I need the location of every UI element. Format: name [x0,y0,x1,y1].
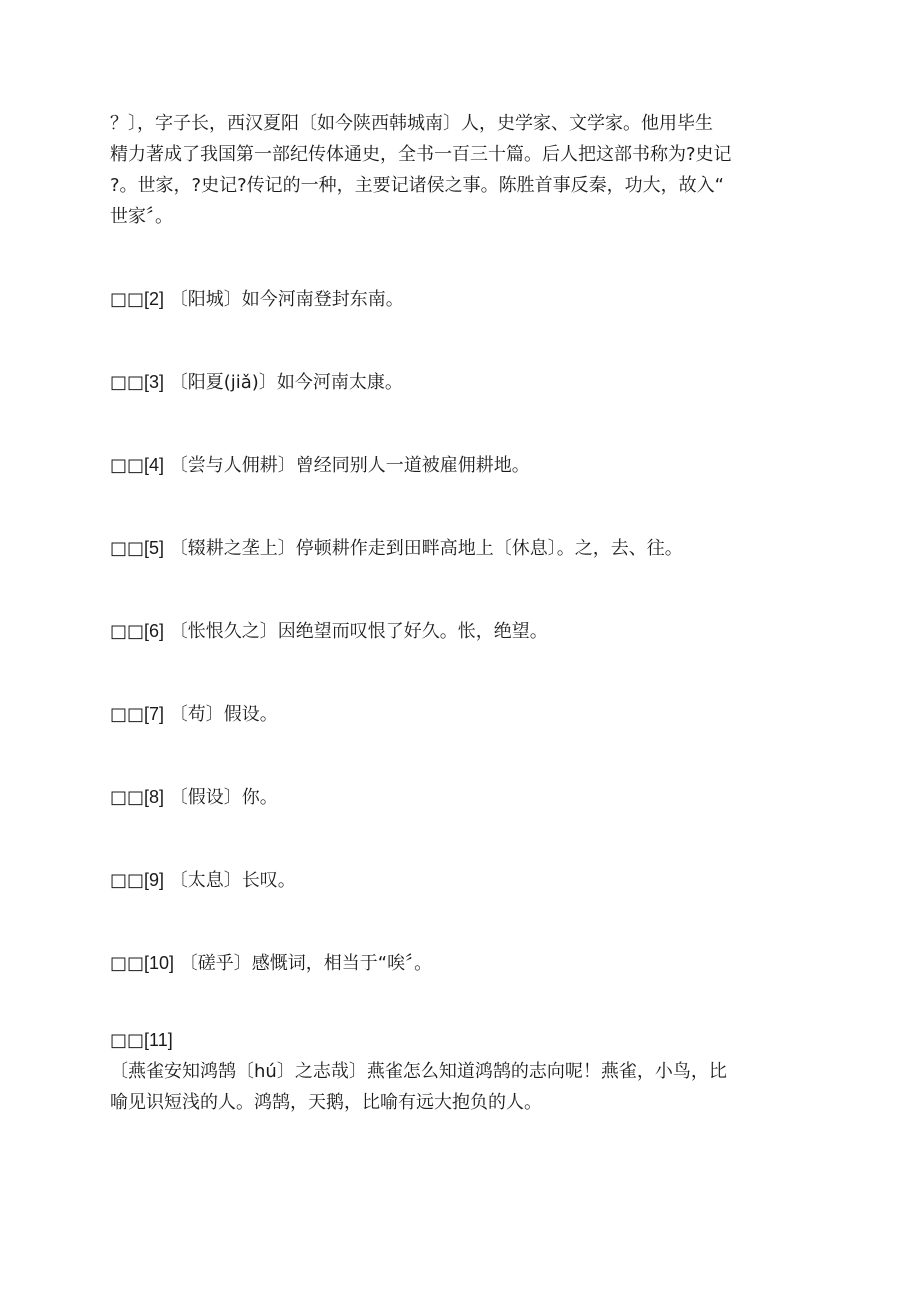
note-8 [110,782,810,813]
note-9 [110,865,810,896]
note-text: 〔假设〕你。 [164,787,278,808]
note-number: [5] [144,538,165,558]
intro-line: 世家〞。 [110,206,173,227]
note-text: 〔怅恨久之〕因绝望而叹恨了好久。怅，绝望。 [164,621,548,642]
placeholder-box-marker: □□ [110,538,145,559]
note-4 [110,450,810,481]
note-number: [10] [144,953,175,973]
placeholder-box-marker: □□ [110,455,145,476]
placeholder-box-marker: □□ [110,787,145,808]
intro-paragraph [110,108,810,232]
note-10 [110,948,810,979]
note-text: 〔燕雀安知鸿鹄〔hú〕之志哉〕燕雀怎么知道鸿鹄的志向呢！燕雀，小鸟，比 [110,1061,727,1082]
note-number: [7] [144,704,165,724]
placeholder-box-marker: □□ [110,289,145,310]
note-number: [11] [144,1030,173,1050]
placeholder-box-marker: □□ [110,953,145,974]
placeholder-box-marker: □□ [110,372,145,393]
intro-line: 精力著成了我国第一部纪传体通史，全书一百三十篇。后人把这部书称为?史记 [110,144,732,165]
intro-line: ?。世家，?史记?传记的一种，主要记诸侯之事。陈胜首事反秦，功大，故入“ [110,175,724,196]
note-text: 〔太息〕长叹。 [164,870,296,891]
note-7 [110,699,810,730]
note-number: [4] [144,455,165,475]
note-2 [110,284,810,315]
note-5 [110,533,810,564]
note-text: 喻见识短浅的人。鸿鹄，天鹅，比喻有远大抱负的人。 [110,1092,542,1113]
note-text: 〔辍耕之垄上〕停顿耕作走到田畔高地上〔休息〕。之，去、往。 [164,538,683,559]
note-number: [3] [144,372,165,392]
placeholder-box-marker: □□ [110,621,145,642]
note-number: [6] [144,621,165,641]
note-text: 〔阳夏(jiǎ)〕如今河南太康。 [164,372,403,393]
note-text: 〔苟〕假设。 [164,704,278,725]
placeholder-box-marker: □□ [110,1030,145,1051]
note-text: 〔阳城〕如今河南登封东南。 [164,289,404,310]
note-number: [2] [144,289,165,309]
note-number: [9] [144,870,165,890]
note-number: [8] [144,787,165,807]
intro-line: ？〕，字子长，西汉夏阳〔如今陕西韩城南〕人，史学家、文学家。他用毕生 [110,113,713,134]
note-11 [110,1025,810,1118]
placeholder-box-marker: □□ [110,870,145,891]
note-text: 〔磋乎〕感慨词，相当于“唉〞。 [174,953,433,974]
placeholder-box-marker: □□ [110,704,145,725]
note-text: 〔尝与人佣耕〕曾经同别人一道被雇佣耕地。 [164,455,530,476]
note-6 [110,616,810,647]
note-3 [110,367,810,398]
